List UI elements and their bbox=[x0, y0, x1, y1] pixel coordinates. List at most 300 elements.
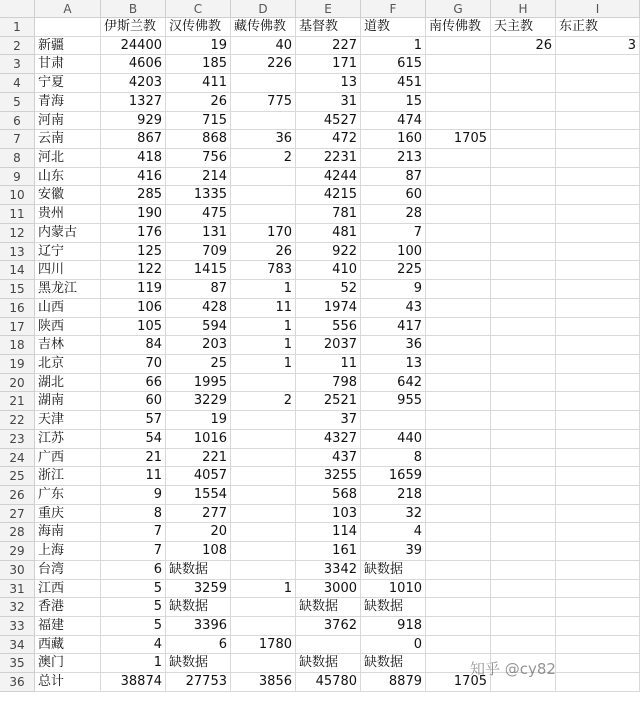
table-cell[interactable] bbox=[231, 186, 296, 205]
table-cell[interactable] bbox=[556, 598, 640, 617]
table-cell[interactable]: 河南 bbox=[35, 112, 101, 131]
row-header[interactable]: 14 bbox=[0, 261, 35, 280]
table-cell[interactable]: 40 bbox=[231, 37, 296, 56]
table-cell[interactable]: 1415 bbox=[166, 261, 231, 280]
table-cell[interactable]: 黑龙江 bbox=[35, 280, 101, 299]
table-cell[interactable] bbox=[491, 149, 556, 168]
row-header[interactable]: 16 bbox=[0, 299, 35, 318]
table-cell[interactable] bbox=[231, 449, 296, 468]
table-cell[interactable]: 1 bbox=[231, 318, 296, 337]
table-cell[interactable]: 1705 bbox=[426, 673, 491, 692]
row-header[interactable]: 3 bbox=[0, 55, 35, 74]
table-cell[interactable]: 105 bbox=[101, 318, 166, 337]
table-cell[interactable] bbox=[491, 542, 556, 561]
table-cell[interactable] bbox=[491, 617, 556, 636]
table-cell[interactable]: 1 bbox=[231, 336, 296, 355]
table-cell[interactable] bbox=[426, 598, 491, 617]
table-cell[interactable]: 内蒙古 bbox=[35, 224, 101, 243]
table-cell[interactable]: 山东 bbox=[35, 168, 101, 187]
table-cell[interactable] bbox=[426, 617, 491, 636]
table-cell[interactable] bbox=[556, 505, 640, 524]
table-cell[interactable]: 4527 bbox=[296, 112, 361, 131]
row-header[interactable]: 26 bbox=[0, 486, 35, 505]
table-cell[interactable] bbox=[426, 93, 491, 112]
table-cell[interactable] bbox=[556, 636, 640, 655]
table-cell[interactable] bbox=[426, 430, 491, 449]
table-cell[interactable] bbox=[426, 505, 491, 524]
table-cell[interactable] bbox=[556, 299, 640, 318]
table-cell[interactable]: 天津 bbox=[35, 411, 101, 430]
table-cell[interactable] bbox=[556, 168, 640, 187]
table-cell[interactable]: 2 bbox=[231, 149, 296, 168]
table-cell[interactable]: 5 bbox=[101, 580, 166, 599]
table-cell[interactable] bbox=[556, 318, 640, 337]
table-cell[interactable] bbox=[231, 505, 296, 524]
table-cell[interactable]: 缺数据 bbox=[166, 654, 231, 673]
table-cell[interactable] bbox=[556, 430, 640, 449]
table-cell[interactable]: 955 bbox=[361, 392, 426, 411]
table-cell[interactable]: 106 bbox=[101, 299, 166, 318]
table-cell[interactable]: 226 bbox=[231, 55, 296, 74]
table-cell[interactable]: 1 bbox=[231, 280, 296, 299]
table-cell[interactable] bbox=[426, 149, 491, 168]
row-header[interactable]: 29 bbox=[0, 542, 35, 561]
table-cell[interactable]: 缺数据 bbox=[361, 561, 426, 580]
table-cell[interactable]: 868 bbox=[166, 130, 231, 149]
table-cell[interactable]: 428 bbox=[166, 299, 231, 318]
table-cell[interactable] bbox=[426, 542, 491, 561]
table-cell[interactable] bbox=[361, 411, 426, 430]
table-cell[interactable] bbox=[231, 654, 296, 673]
table-cell[interactable]: 929 bbox=[101, 112, 166, 131]
table-cell[interactable]: 3255 bbox=[296, 467, 361, 486]
table-cell[interactable]: 7 bbox=[101, 523, 166, 542]
table-cell[interactable]: 海南 bbox=[35, 523, 101, 542]
table-cell[interactable]: 3856 bbox=[231, 673, 296, 692]
row-header[interactable]: 28 bbox=[0, 523, 35, 542]
table-cell[interactable] bbox=[556, 617, 640, 636]
table-cell[interactable]: 1 bbox=[361, 37, 426, 56]
table-cell[interactable]: 43 bbox=[361, 299, 426, 318]
table-cell[interactable]: 3762 bbox=[296, 617, 361, 636]
table-cell[interactable]: 辽宁 bbox=[35, 243, 101, 262]
table-cell[interactable] bbox=[426, 261, 491, 280]
table-cell[interactable]: 缺数据 bbox=[361, 598, 426, 617]
table-cell[interactable]: 87 bbox=[361, 168, 426, 187]
table-cell[interactable] bbox=[426, 205, 491, 224]
table-cell[interactable] bbox=[556, 112, 640, 131]
header-cell[interactable]: 基督教 bbox=[296, 18, 361, 37]
table-cell[interactable]: 福建 bbox=[35, 617, 101, 636]
table-cell[interactable]: 1995 bbox=[166, 374, 231, 393]
table-cell[interactable]: 3229 bbox=[166, 392, 231, 411]
table-cell[interactable] bbox=[231, 411, 296, 430]
table-cell[interactable]: 11 bbox=[296, 355, 361, 374]
table-cell[interactable]: 1010 bbox=[361, 580, 426, 599]
header-cell[interactable]: 汉传佛教 bbox=[166, 18, 231, 37]
table-cell[interactable]: 2231 bbox=[296, 149, 361, 168]
table-cell[interactable] bbox=[231, 374, 296, 393]
table-cell[interactable]: 15 bbox=[361, 93, 426, 112]
table-cell[interactable]: 3342 bbox=[296, 561, 361, 580]
row-header[interactable]: 32 bbox=[0, 598, 35, 617]
table-cell[interactable] bbox=[231, 430, 296, 449]
header-cell[interactable] bbox=[35, 18, 101, 37]
table-cell[interactable]: 3 bbox=[556, 37, 640, 56]
table-cell[interactable]: 3259 bbox=[166, 580, 231, 599]
row-header[interactable]: 6 bbox=[0, 112, 35, 131]
row-header[interactable]: 15 bbox=[0, 280, 35, 299]
table-cell[interactable]: 广东 bbox=[35, 486, 101, 505]
table-cell[interactable] bbox=[426, 299, 491, 318]
table-cell[interactable] bbox=[556, 149, 640, 168]
table-cell[interactable] bbox=[556, 224, 640, 243]
table-cell[interactable]: 615 bbox=[361, 55, 426, 74]
table-cell[interactable]: 1780 bbox=[231, 636, 296, 655]
row-header[interactable]: 9 bbox=[0, 168, 35, 187]
header-cell[interactable]: 东正教 bbox=[556, 18, 640, 37]
table-cell[interactable]: 798 bbox=[296, 374, 361, 393]
table-cell[interactable] bbox=[556, 392, 640, 411]
table-cell[interactable] bbox=[556, 561, 640, 580]
table-cell[interactable]: 221 bbox=[166, 449, 231, 468]
table-cell[interactable] bbox=[556, 374, 640, 393]
header-cell[interactable]: 南传佛教 bbox=[426, 18, 491, 37]
table-cell[interactable]: 河北 bbox=[35, 149, 101, 168]
row-header[interactable]: 20 bbox=[0, 374, 35, 393]
row-header[interactable]: 24 bbox=[0, 449, 35, 468]
table-cell[interactable]: 556 bbox=[296, 318, 361, 337]
table-cell[interactable] bbox=[231, 523, 296, 542]
table-cell[interactable]: 103 bbox=[296, 505, 361, 524]
column-header-d[interactable]: D bbox=[231, 0, 296, 18]
table-cell[interactable]: 香港 bbox=[35, 598, 101, 617]
table-cell[interactable] bbox=[426, 336, 491, 355]
table-cell[interactable] bbox=[426, 392, 491, 411]
table-cell[interactable]: 北京 bbox=[35, 355, 101, 374]
table-cell[interactable]: 214 bbox=[166, 168, 231, 187]
row-header[interactable]: 5 bbox=[0, 93, 35, 112]
table-cell[interactable]: 715 bbox=[166, 112, 231, 131]
column-header-h[interactable]: H bbox=[491, 0, 556, 18]
table-cell[interactable] bbox=[491, 243, 556, 262]
table-cell[interactable] bbox=[231, 112, 296, 131]
table-cell[interactable]: 1 bbox=[231, 355, 296, 374]
table-cell[interactable] bbox=[556, 654, 640, 673]
table-cell[interactable]: 1327 bbox=[101, 93, 166, 112]
table-cell[interactable]: 上海 bbox=[35, 542, 101, 561]
table-cell[interactable]: 广西 bbox=[35, 449, 101, 468]
table-cell[interactable] bbox=[491, 561, 556, 580]
table-cell[interactable] bbox=[231, 168, 296, 187]
table-cell[interactable]: 52 bbox=[296, 280, 361, 299]
table-cell[interactable]: 125 bbox=[101, 243, 166, 262]
table-cell[interactable] bbox=[556, 243, 640, 262]
column-header-c[interactable]: C bbox=[166, 0, 231, 18]
table-cell[interactable] bbox=[426, 55, 491, 74]
table-cell[interactable] bbox=[556, 205, 640, 224]
table-cell[interactable] bbox=[556, 449, 640, 468]
table-cell[interactable]: 山西 bbox=[35, 299, 101, 318]
table-cell[interactable]: 66 bbox=[101, 374, 166, 393]
table-cell[interactable] bbox=[426, 449, 491, 468]
table-cell[interactable] bbox=[556, 411, 640, 430]
table-cell[interactable]: 203 bbox=[166, 336, 231, 355]
table-cell[interactable]: 922 bbox=[296, 243, 361, 262]
table-cell[interactable]: 青海 bbox=[35, 93, 101, 112]
table-cell[interactable]: 甘肃 bbox=[35, 55, 101, 74]
table-cell[interactable]: 13 bbox=[361, 355, 426, 374]
table-cell[interactable]: 160 bbox=[361, 130, 426, 149]
row-header[interactable]: 2 bbox=[0, 37, 35, 56]
table-cell[interactable] bbox=[426, 467, 491, 486]
table-cell[interactable] bbox=[491, 449, 556, 468]
row-header[interactable]: 11 bbox=[0, 205, 35, 224]
table-cell[interactable]: 38874 bbox=[101, 673, 166, 692]
table-cell[interactable]: 8 bbox=[101, 505, 166, 524]
table-cell[interactable] bbox=[491, 636, 556, 655]
table-cell[interactable]: 19 bbox=[166, 411, 231, 430]
table-cell[interactable] bbox=[491, 168, 556, 187]
table-cell[interactable] bbox=[556, 261, 640, 280]
table-cell[interactable] bbox=[556, 55, 640, 74]
table-cell[interactable] bbox=[491, 261, 556, 280]
table-cell[interactable]: 8879 bbox=[361, 673, 426, 692]
table-cell[interactable] bbox=[491, 112, 556, 131]
table-cell[interactable]: 9 bbox=[361, 280, 426, 299]
table-cell[interactable]: 108 bbox=[166, 542, 231, 561]
table-cell[interactable]: 417 bbox=[361, 318, 426, 337]
table-cell[interactable] bbox=[556, 93, 640, 112]
table-cell[interactable]: 171 bbox=[296, 55, 361, 74]
table-cell[interactable]: 1554 bbox=[166, 486, 231, 505]
table-cell[interactable]: 472 bbox=[296, 130, 361, 149]
row-header[interactable]: 7 bbox=[0, 130, 35, 149]
table-cell[interactable]: 54 bbox=[101, 430, 166, 449]
row-header[interactable]: 35 bbox=[0, 654, 35, 673]
table-cell[interactable]: 4 bbox=[101, 636, 166, 655]
header-cell[interactable]: 伊斯兰教 bbox=[101, 18, 166, 37]
column-header-g[interactable]: G bbox=[426, 0, 491, 18]
table-cell[interactable]: 澳门 bbox=[35, 654, 101, 673]
table-cell[interactable]: 122 bbox=[101, 261, 166, 280]
table-cell[interactable] bbox=[491, 523, 556, 542]
table-cell[interactable]: 57 bbox=[101, 411, 166, 430]
table-cell[interactable]: 642 bbox=[361, 374, 426, 393]
table-cell[interactable]: 26 bbox=[491, 37, 556, 56]
table-cell[interactable] bbox=[491, 580, 556, 599]
table-cell[interactable] bbox=[426, 224, 491, 243]
column-header-i[interactable]: I bbox=[556, 0, 640, 18]
table-cell[interactable]: 756 bbox=[166, 149, 231, 168]
table-cell[interactable]: 119 bbox=[101, 280, 166, 299]
table-cell[interactable]: 594 bbox=[166, 318, 231, 337]
table-cell[interactable]: 19 bbox=[166, 37, 231, 56]
table-cell[interactable] bbox=[491, 318, 556, 337]
table-cell[interactable]: 26 bbox=[231, 243, 296, 262]
table-cell[interactable]: 25 bbox=[166, 355, 231, 374]
table-cell[interactable] bbox=[231, 467, 296, 486]
table-cell[interactable]: 3396 bbox=[166, 617, 231, 636]
table-cell[interactable]: 176 bbox=[101, 224, 166, 243]
table-cell[interactable] bbox=[491, 224, 556, 243]
row-header[interactable]: 33 bbox=[0, 617, 35, 636]
table-cell[interactable]: 20 bbox=[166, 523, 231, 542]
table-cell[interactable]: 5 bbox=[101, 617, 166, 636]
table-cell[interactable] bbox=[426, 523, 491, 542]
table-cell[interactable] bbox=[491, 486, 556, 505]
table-cell[interactable]: 411 bbox=[166, 74, 231, 93]
row-header[interactable]: 10 bbox=[0, 186, 35, 205]
table-cell[interactable]: 568 bbox=[296, 486, 361, 505]
table-cell[interactable]: 227 bbox=[296, 37, 361, 56]
table-cell[interactable]: 131 bbox=[166, 224, 231, 243]
table-cell[interactable]: 5 bbox=[101, 598, 166, 617]
row-header[interactable]: 34 bbox=[0, 636, 35, 655]
row-header[interactable]: 27 bbox=[0, 505, 35, 524]
table-cell[interactable] bbox=[426, 112, 491, 131]
table-cell[interactable]: 缺数据 bbox=[361, 654, 426, 673]
table-cell[interactable] bbox=[556, 542, 640, 561]
table-cell[interactable]: 9 bbox=[101, 486, 166, 505]
table-cell[interactable]: 775 bbox=[231, 93, 296, 112]
table-cell[interactable]: 70 bbox=[101, 355, 166, 374]
table-cell[interactable] bbox=[491, 130, 556, 149]
table-cell[interactable] bbox=[231, 542, 296, 561]
table-cell[interactable]: 2521 bbox=[296, 392, 361, 411]
table-cell[interactable]: 36 bbox=[231, 130, 296, 149]
table-cell[interactable]: 218 bbox=[361, 486, 426, 505]
table-cell[interactable]: 6 bbox=[101, 561, 166, 580]
table-cell[interactable]: 4606 bbox=[101, 55, 166, 74]
table-cell[interactable] bbox=[556, 186, 640, 205]
table-cell[interactable] bbox=[491, 598, 556, 617]
table-cell[interactable]: 台湾 bbox=[35, 561, 101, 580]
table-cell[interactable] bbox=[426, 411, 491, 430]
table-cell[interactable]: 1659 bbox=[361, 467, 426, 486]
table-cell[interactable]: 总计 bbox=[35, 673, 101, 692]
table-cell[interactable]: 418 bbox=[101, 149, 166, 168]
table-cell[interactable]: 100 bbox=[361, 243, 426, 262]
table-cell[interactable] bbox=[556, 486, 640, 505]
table-cell[interactable]: 60 bbox=[361, 186, 426, 205]
row-header[interactable]: 12 bbox=[0, 224, 35, 243]
table-cell[interactable]: 四川 bbox=[35, 261, 101, 280]
table-cell[interactable] bbox=[231, 486, 296, 505]
table-cell[interactable]: 416 bbox=[101, 168, 166, 187]
table-cell[interactable]: 39 bbox=[361, 542, 426, 561]
row-header[interactable]: 23 bbox=[0, 430, 35, 449]
table-cell[interactable] bbox=[491, 55, 556, 74]
table-cell[interactable]: 11 bbox=[231, 299, 296, 318]
table-cell[interactable]: 481 bbox=[296, 224, 361, 243]
table-cell[interactable]: 缺数据 bbox=[166, 561, 231, 580]
table-cell[interactable] bbox=[556, 74, 640, 93]
table-cell[interactable] bbox=[491, 280, 556, 299]
column-header-a[interactable]: A bbox=[35, 0, 101, 18]
table-cell[interactable]: 28 bbox=[361, 205, 426, 224]
row-header[interactable]: 1 bbox=[0, 18, 35, 37]
table-cell[interactable] bbox=[556, 130, 640, 149]
table-cell[interactable] bbox=[556, 673, 640, 692]
table-cell[interactable] bbox=[491, 355, 556, 374]
table-cell[interactable]: 410 bbox=[296, 261, 361, 280]
table-cell[interactable]: 8 bbox=[361, 449, 426, 468]
table-cell[interactable]: 21 bbox=[101, 449, 166, 468]
table-cell[interactable]: 277 bbox=[166, 505, 231, 524]
column-header-b[interactable]: B bbox=[101, 0, 166, 18]
table-cell[interactable]: 1 bbox=[101, 654, 166, 673]
table-cell[interactable]: 24400 bbox=[101, 37, 166, 56]
table-cell[interactable]: 1 bbox=[231, 580, 296, 599]
table-cell[interactable] bbox=[426, 561, 491, 580]
table-cell[interactable]: 170 bbox=[231, 224, 296, 243]
table-cell[interactable]: 4203 bbox=[101, 74, 166, 93]
table-cell[interactable]: 吉林 bbox=[35, 336, 101, 355]
table-cell[interactable] bbox=[491, 299, 556, 318]
table-cell[interactable]: 1016 bbox=[166, 430, 231, 449]
table-cell[interactable]: 浙江 bbox=[35, 467, 101, 486]
table-cell[interactable]: 867 bbox=[101, 130, 166, 149]
table-cell[interactable]: 783 bbox=[231, 261, 296, 280]
table-cell[interactable]: 重庆 bbox=[35, 505, 101, 524]
table-cell[interactable]: 湖北 bbox=[35, 374, 101, 393]
table-cell[interactable]: 0 bbox=[361, 636, 426, 655]
select-all-corner[interactable] bbox=[0, 0, 35, 18]
table-cell[interactable]: 缺数据 bbox=[296, 654, 361, 673]
table-cell[interactable] bbox=[556, 336, 640, 355]
table-cell[interactable] bbox=[426, 580, 491, 599]
table-cell[interactable]: 31 bbox=[296, 93, 361, 112]
table-cell[interactable]: 709 bbox=[166, 243, 231, 262]
table-cell[interactable] bbox=[491, 336, 556, 355]
table-cell[interactable]: 161 bbox=[296, 542, 361, 561]
table-cell[interactable]: 新疆 bbox=[35, 37, 101, 56]
table-cell[interactable]: 7 bbox=[101, 542, 166, 561]
table-cell[interactable] bbox=[426, 636, 491, 655]
table-cell[interactable]: 87 bbox=[166, 280, 231, 299]
table-cell[interactable]: 缺数据 bbox=[166, 598, 231, 617]
table-cell[interactable]: 陕西 bbox=[35, 318, 101, 337]
table-cell[interactable] bbox=[491, 205, 556, 224]
table-cell[interactable] bbox=[231, 74, 296, 93]
row-header[interactable]: 8 bbox=[0, 149, 35, 168]
table-cell[interactable]: 190 bbox=[101, 205, 166, 224]
column-header-f[interactable]: F bbox=[361, 0, 426, 18]
row-header[interactable]: 13 bbox=[0, 243, 35, 262]
table-cell[interactable]: 1705 bbox=[426, 130, 491, 149]
table-cell[interactable] bbox=[491, 186, 556, 205]
table-cell[interactable]: 440 bbox=[361, 430, 426, 449]
table-cell[interactable] bbox=[426, 243, 491, 262]
table-cell[interactable]: 918 bbox=[361, 617, 426, 636]
table-cell[interactable]: 437 bbox=[296, 449, 361, 468]
row-header[interactable]: 31 bbox=[0, 580, 35, 599]
table-cell[interactable] bbox=[491, 430, 556, 449]
table-cell[interactable]: 4057 bbox=[166, 467, 231, 486]
table-cell[interactable]: 36 bbox=[361, 336, 426, 355]
table-cell[interactable] bbox=[556, 280, 640, 299]
row-header[interactable]: 18 bbox=[0, 336, 35, 355]
row-header[interactable]: 4 bbox=[0, 74, 35, 93]
table-cell[interactable]: 江西 bbox=[35, 580, 101, 599]
table-cell[interactable]: 西藏 bbox=[35, 636, 101, 655]
table-cell[interactable]: 贵州 bbox=[35, 205, 101, 224]
table-cell[interactable] bbox=[491, 374, 556, 393]
table-cell[interactable]: 云南 bbox=[35, 130, 101, 149]
row-header[interactable]: 17 bbox=[0, 318, 35, 337]
table-cell[interactable]: 37 bbox=[296, 411, 361, 430]
